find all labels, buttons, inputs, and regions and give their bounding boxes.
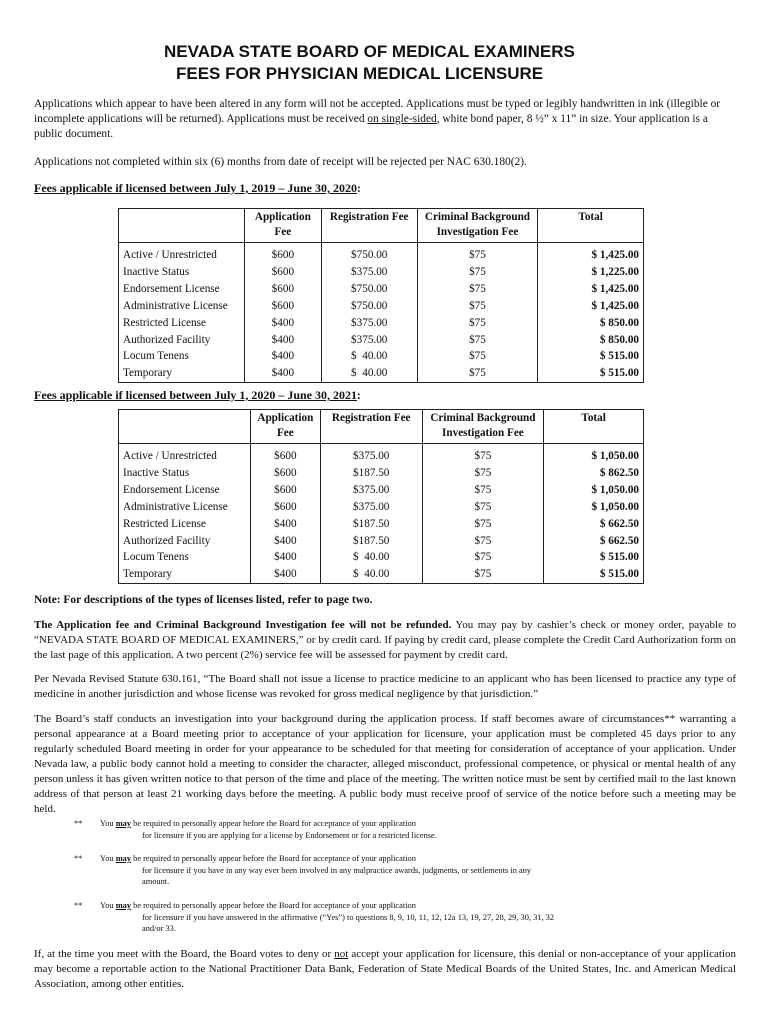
section1-heading	[34, 181, 736, 197]
row-crim-fee: $75	[417, 332, 538, 349]
row-crim-fee: $75	[417, 264, 538, 281]
fee-row	[119, 243, 644, 264]
row-reg-fee: $187.50	[320, 516, 422, 533]
row-license-type: Restricted License	[119, 315, 245, 332]
row-app-fee: $400	[244, 348, 321, 365]
row-app-fee: $400	[244, 315, 321, 332]
row-crim-fee: $75	[417, 243, 538, 264]
row-app-fee: $400	[250, 533, 320, 550]
fee-row	[119, 332, 644, 349]
section1-heading-text: Fees applicable if licensed between July 1, 2019 – June 30, 2020	[34, 181, 357, 195]
row-reg-fee: $375.00	[320, 444, 422, 465]
row-total: $ 515.00	[544, 549, 644, 566]
col-crim-fee: Criminal Background Investigation Fee	[422, 410, 544, 444]
fee-table-2020	[118, 409, 644, 584]
row-license-type: Inactive Status	[119, 264, 245, 281]
fee-table-2019	[118, 208, 644, 383]
fn-may: may	[115, 819, 132, 828]
fn-rest: for licensure if you are applying for a license by Endorsement or for a restricted license.	[142, 830, 437, 840]
intro-text-a: Applications which appear to have been altered in any form will not be accepted. Applications must be typed or legibly handwritten in ink (illegible or incomplete applications will be returned). Applications must be received	[34, 98, 721, 125]
footnote-text	[100, 900, 560, 935]
refund-paragraph	[34, 618, 736, 663]
row-crim-fee: $75	[422, 549, 544, 566]
row-license-type: Restricted License	[119, 516, 251, 533]
row-crim-fee: $75	[417, 298, 538, 315]
row-reg-fee: $ 40.00	[321, 365, 417, 382]
row-total: $ 1,425.00	[538, 243, 644, 264]
row-app-fee: $400	[250, 549, 320, 566]
fn-may: may	[115, 901, 132, 910]
row-reg-fee: $375.00	[321, 332, 417, 349]
fn-may: may	[115, 854, 132, 863]
row-app-fee: $600	[250, 499, 320, 516]
row-app-fee: $600	[250, 482, 320, 499]
col-total: Total	[538, 209, 644, 243]
note: Note: For descriptions of the types of licenses listed, refer to page two.	[34, 594, 373, 606]
row-total: $ 1,425.00	[538, 281, 644, 298]
row-reg-fee: $375.00	[320, 482, 422, 499]
row-total: $ 850.00	[538, 315, 644, 332]
row-license-type: Temporary	[119, 365, 245, 382]
col-type	[119, 410, 251, 444]
footnote-text	[100, 818, 560, 841]
row-app-fee: $600	[244, 281, 321, 298]
row-reg-fee: $ 40.00	[320, 566, 422, 583]
footnote-mark: **	[74, 854, 83, 863]
row-total: $ 1,425.00	[538, 298, 644, 315]
row-total: $ 1,050.00	[544, 482, 644, 499]
row-app-fee: $600	[250, 444, 320, 465]
row-crim-fee: $75	[422, 465, 544, 482]
row-crim-fee: $75	[422, 516, 544, 533]
row-app-fee: $600	[244, 298, 321, 315]
fee-row	[119, 482, 644, 499]
row-reg-fee: $375.00	[320, 499, 422, 516]
row-total: $ 515.00	[538, 365, 644, 382]
row-total: $ 1,225.00	[538, 264, 644, 281]
fee-row	[119, 281, 644, 298]
row-license-type: Inactive Status	[119, 465, 251, 482]
row-app-fee: $600	[244, 264, 321, 281]
fee-row	[119, 264, 644, 281]
row-total: $ 662.50	[544, 533, 644, 550]
row-reg-fee: $375.00	[321, 315, 417, 332]
row-crim-fee: $75	[422, 444, 544, 465]
footnote-text	[100, 853, 560, 888]
row-crim-fee: $75	[417, 348, 538, 365]
row-license-type: Administrative License	[119, 499, 251, 516]
row-crim-fee: $75	[422, 482, 544, 499]
row-total: $ 515.00	[544, 566, 644, 583]
fee-row	[119, 549, 644, 566]
col-reg-fee: Registration Fee	[321, 209, 417, 243]
row-total: $ 862.50	[544, 465, 644, 482]
fee-row	[119, 566, 644, 583]
refund-bold: The Application fee and Criminal Background Investigation fee will not be refunded.	[34, 619, 452, 631]
row-license-type: Locum Tenens	[119, 348, 245, 365]
closing-b: accept your application for licensure, this denial or non-acceptance of your application may become a reportable action to the National Practitioner Data Bank, Federation of State Medical Boards of the United States, Inc. and American Medical Association, among other entities.	[34, 948, 736, 990]
row-license-type: Active / Unrestricted	[119, 444, 251, 465]
section2-heading-text: Fees applicable if licensed between July 1, 2020 – June 30, 2021	[34, 388, 357, 402]
fn-pre: You	[100, 854, 116, 863]
col-app-fee: Application Fee	[244, 209, 321, 243]
page-title: NEVADA STATE BOARD OF MEDICAL EXAMINERS	[164, 42, 575, 61]
fee-row	[119, 533, 644, 550]
row-license-type: Endorsement License	[119, 482, 251, 499]
fn-line1: be required to personally appear before the Board for acceptance of your application	[131, 819, 416, 828]
fee-row	[119, 499, 644, 516]
intro-paragraph	[34, 97, 736, 142]
fee-row	[119, 348, 644, 365]
intro-text-b: , white bond paper, 8 ½” x 11” in size. Your application is a public document.	[34, 113, 708, 140]
intro-underlined: on single-sided	[367, 113, 437, 125]
row-crim-fee: $75	[417, 365, 538, 382]
col-reg-fee: Registration Fee	[320, 410, 422, 444]
row-app-fee: $400	[244, 332, 321, 349]
row-total: $ 1,050.00	[544, 499, 644, 516]
row-license-type: Authorized Facility	[119, 533, 251, 550]
row-reg-fee: $187.50	[320, 533, 422, 550]
page-subtitle: FEES FOR PHYSICIAN MEDICAL LICENSURE	[176, 64, 544, 83]
fn-line1: be required to personally appear before the Board for acceptance of your application	[131, 901, 416, 910]
row-license-type: Administrative License	[119, 298, 245, 315]
fee-row	[119, 365, 644, 382]
row-license-type: Active / Unrestricted	[119, 243, 245, 264]
row-crim-fee: $75	[417, 315, 538, 332]
investigation-paragraph: The Board’s staff conducts an investigation into your background during the application process. If staff becomes aware of circumstances** warranting a personal appearance at a Board meeting prior to acceptance of your application for licensure, your application must be completed 45 days prior to any regularly scheduled Board meeting in order for your appearance to be scheduled for that meeting for consideration of acceptance of your application. Under Nevada law, a public body cannot hold a meeting to consider the character, alleged misconduct, professional competence, or physical or mental health of any person unless it has given written notice to that person of the time and place of the meeting. The written notice must be sent by certified mail to the last known address of that person at least 21 working days before the meeting. A public body must receive proof of service of the notice before such a meeting may be held.	[34, 713, 736, 815]
row-reg-fee: $750.00	[321, 281, 417, 298]
row-total: $ 1,050.00	[544, 444, 644, 465]
row-app-fee: $400	[250, 566, 320, 583]
section2-heading	[34, 388, 736, 404]
col-type	[119, 209, 245, 243]
row-total: $ 515.00	[538, 348, 644, 365]
fee-row	[119, 465, 644, 482]
row-app-fee: $600	[250, 465, 320, 482]
col-crim-fee: Criminal Background Investigation Fee	[417, 209, 538, 243]
row-license-type: Endorsement License	[119, 281, 245, 298]
footnote-mark: **	[74, 901, 83, 910]
row-reg-fee: $750.00	[321, 298, 417, 315]
row-reg-fee: $ 40.00	[320, 549, 422, 566]
row-app-fee: $400	[250, 516, 320, 533]
closing-not: not	[334, 948, 349, 960]
col-total: Total	[544, 410, 644, 444]
row-reg-fee: $375.00	[321, 264, 417, 281]
fee-row	[119, 516, 644, 533]
closing-paragraph	[34, 947, 736, 992]
row-reg-fee: $750.00	[321, 243, 417, 264]
row-app-fee: $600	[244, 243, 321, 264]
fn-rest: for licensure if you have in any way ever been involved in any malpractice awards, judgments, or settlements in any amount.	[142, 865, 532, 886]
row-license-type: Authorized Facility	[119, 332, 245, 349]
row-total: $ 850.00	[538, 332, 644, 349]
row-crim-fee: $75	[417, 281, 538, 298]
footnote-mark: **	[74, 819, 83, 828]
fee-row	[119, 315, 644, 332]
row-crim-fee: $75	[422, 533, 544, 550]
row-reg-fee: $187.50	[320, 465, 422, 482]
row-crim-fee: $75	[422, 499, 544, 516]
closing-a: If, at the time you meet with the Board, the Board votes to deny or	[34, 948, 335, 960]
row-crim-fee: $75	[422, 566, 544, 583]
section2-heading-colon: :	[357, 390, 361, 402]
fn-line1: be required to personally appear before the Board for acceptance of your application	[131, 854, 416, 863]
row-license-type: Locum Tenens	[119, 549, 251, 566]
refund-rest: You may pay by cashier’s check or money order, payable to “NEVADA STATE BOARD OF MEDICAL EXAMINERS,” or by credit card. If paying by credit card, please complete the Credit Card Authorization form on the last page of this application. A two percent (2%) service fee will be assessed for payment by credit card.	[34, 619, 736, 661]
fn-rest: for licensure if you have answered in the affirmative (“Yes”) to questions 8, 9, 10, 11, 12, 12a 13, 19, 27, 28, 29, 30, 31, 32 and/or 33.	[142, 912, 555, 933]
statute-paragraph: Per Nevada Revised Statute 630.161, “The Board shall not issue a license to practice medicine to an applicant who has been licensed to practice any type of medicine in another jurisdiction and whose license was revoked for gross medical negligence by that jurisdiction.”	[34, 673, 736, 700]
row-reg-fee: $ 40.00	[321, 348, 417, 365]
intro-deadline: Applications not completed within six (6) months from date of receipt will be rejected per NAC 630.180(2).	[34, 156, 527, 168]
row-license-type: Temporary	[119, 566, 251, 583]
row-total: $ 662.50	[544, 516, 644, 533]
fee-row	[119, 298, 644, 315]
fn-pre: You	[100, 819, 116, 828]
col-app-fee: Application Fee	[250, 410, 320, 444]
fn-pre: You	[100, 901, 116, 910]
section1-heading-colon: :	[357, 183, 361, 195]
row-app-fee: $400	[244, 365, 321, 382]
fee-row	[119, 444, 644, 465]
